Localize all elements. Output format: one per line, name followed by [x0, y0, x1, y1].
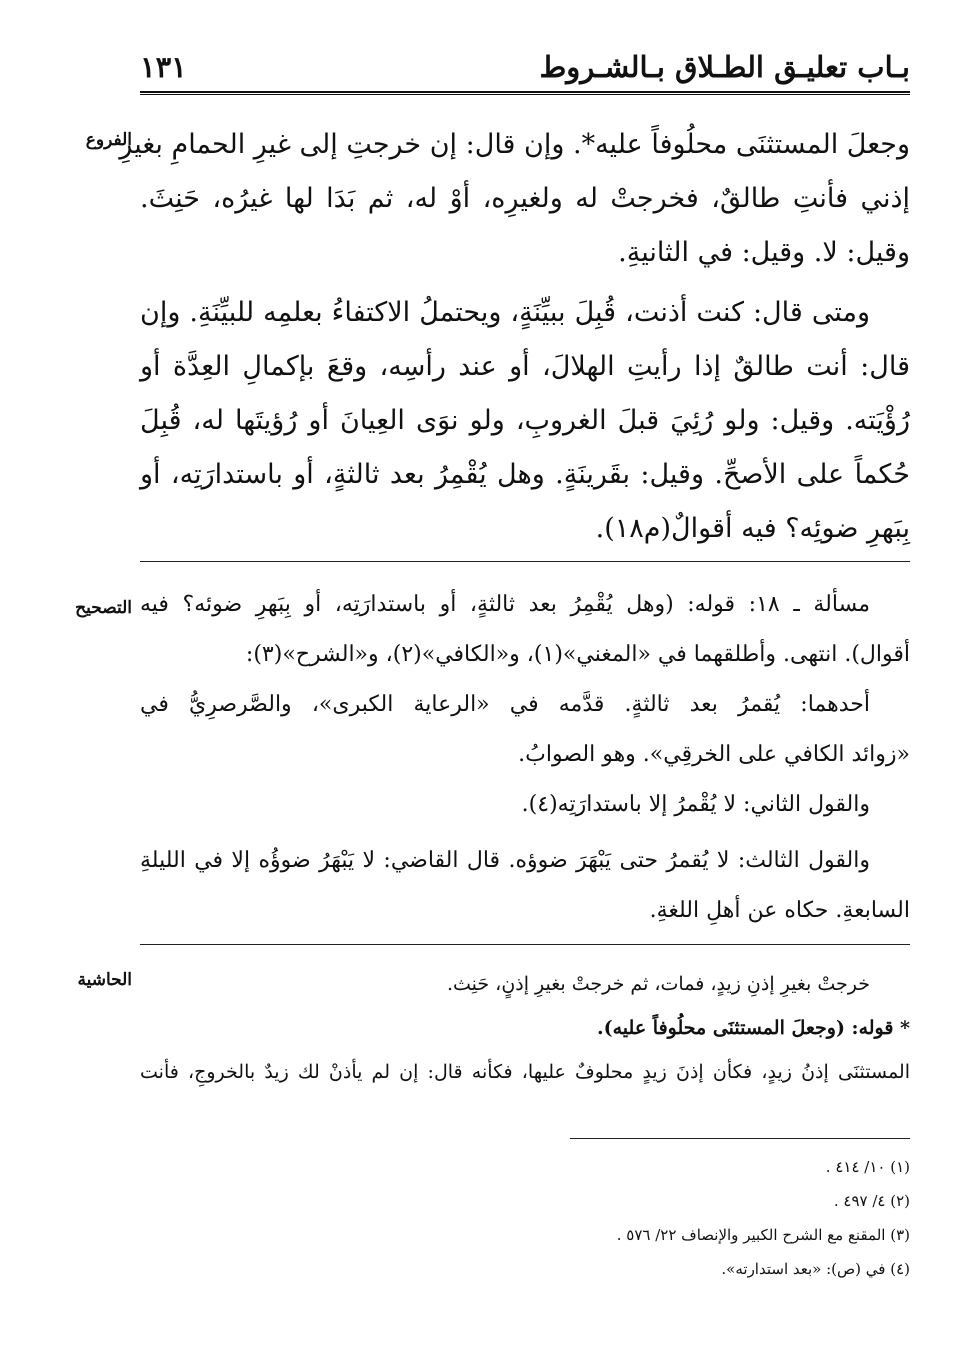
chapter-title: بـاب تعليـق الطـلاق بـالشـروط: [539, 50, 910, 84]
tashih-text: [140, 580, 910, 936]
text-line: المستثنَى إذنُ زيدٍ، فكأن إذنَ زيدٍ محلوفٌ عليها، فكأنه قال: إن لم يأذنْ لك زيدٌ بالخروجِ، فأنت: [140, 1061, 910, 1083]
text-line: أقوال). انتهى. وأطلقهما في «المغني»(١)، و«الكافي»(٢)، و«الشرح»(٣):: [245, 642, 910, 667]
text-line: * قوله: (وجعلَ المستثنَى محلُوفاً عليه).: [597, 1017, 910, 1039]
text-line: قال: أنت طالقٌ إذا رأيتِ الهلالَ، أو عند رأسِه، وقعَ بإكمالِ العِدَّة أو: [140, 351, 910, 382]
footnote-divider: [570, 1138, 910, 1139]
running-header: [140, 46, 910, 92]
section-divider: [140, 944, 910, 945]
footnote: (٤) في (ص): «بعد استدارته».: [721, 1260, 910, 1278]
label-tashih: التصحيح: [75, 598, 132, 618]
header-rule-thin: [140, 94, 910, 95]
label-furu: الفروع: [85, 130, 132, 150]
furu-text: [119, 118, 910, 556]
text-line: بِبَهرِ ضوئِه؟ فيه أقوالٌ(م١٨).: [595, 513, 910, 544]
header-rule: [140, 91, 910, 93]
text-line: حُكماً على الأصحِّ. وقيل: بقَرينَةٍ. وهل يُقْمِرُ بعد ثالثةٍ، أو باستدارَتِه، أو: [140, 459, 910, 490]
text-line: إذني فأنتِ طالقٌ، فخرجتْ له ولغيرِه، أوْ له، ثم بَدَا لها غيرُه، حَنِثَ.: [140, 183, 910, 214]
text-line: «زوائد الكافي على الخرقِي». وهو الصوابُ.: [518, 742, 910, 767]
footnote: (٣) المقنع مع الشرح الكبير والإنصاف ٢٢/ ٥٧٦ .: [616, 1226, 910, 1244]
text-line: مسألة ـ ١٨: قوله: (وهل يُقْمِرُ بعد ثالثةٍ، أو باستدارَتِه، أو بِبَهرِ ضوئه؟ فيه: [140, 592, 870, 617]
footnote: (١) ١٠/ ٤١٤ .: [825, 1158, 910, 1176]
label-hashiya: الحاشية: [77, 970, 132, 990]
text-line: ومتى قال: كنت أذنت، قُبِلَ ببيِّنَةٍ، ويحتملُ الاكتفاءُ بعلمِه للبيِّنَةِ. وإن: [140, 297, 870, 328]
text-line: وجعلَ المستثنَى محلُوفاً عليه*. وإن قال: إن خرجتِ إلى غيرِ الحمامِ بغيرِ: [119, 129, 910, 160]
text-line: والقول الثالث: لا يُقمرُ حتى يَبْهَرَ ضوؤه. قال القاضي: لا يَبْهَرُ ضوؤُه إلا في الليلةِ: [140, 848, 870, 873]
hashiya-text: [140, 962, 910, 1094]
text-line: أحدهما: يُقمرُ بعد ثالثةٍ. قدَّمه في «الرعاية الكبرى»، والصَّرصرِيُّ في: [140, 692, 870, 717]
text-line: خرجتْ بغيرِ إذنِ زيدٍ، فمات، ثم خرجتْ بغيرِ إذنٍ، حَنِث.: [446, 973, 870, 995]
footnotes: [140, 1150, 910, 1286]
text-line: السابعةِ. حكاه عن أهلِ اللغةِ.: [649, 898, 910, 923]
text-line: رُؤْيَته. وقيل: ولو رُئِيَ قبلَ الغروبِ، ولو نوَى العِيانَ أو رُؤيتَها له، قُبِلَ: [140, 405, 910, 436]
text-line: والقول الثاني: لا يُقْمرُ إلا باستدارَتِه(٤).: [521, 792, 870, 817]
section-divider: [140, 561, 910, 562]
text-line: وقيل: لا. وقيل: في الثانيةِ.: [618, 237, 910, 268]
footnote: (٢) ٤/ ٤٩٧ .: [833, 1192, 910, 1210]
page-number: ١٣١: [140, 50, 187, 84]
